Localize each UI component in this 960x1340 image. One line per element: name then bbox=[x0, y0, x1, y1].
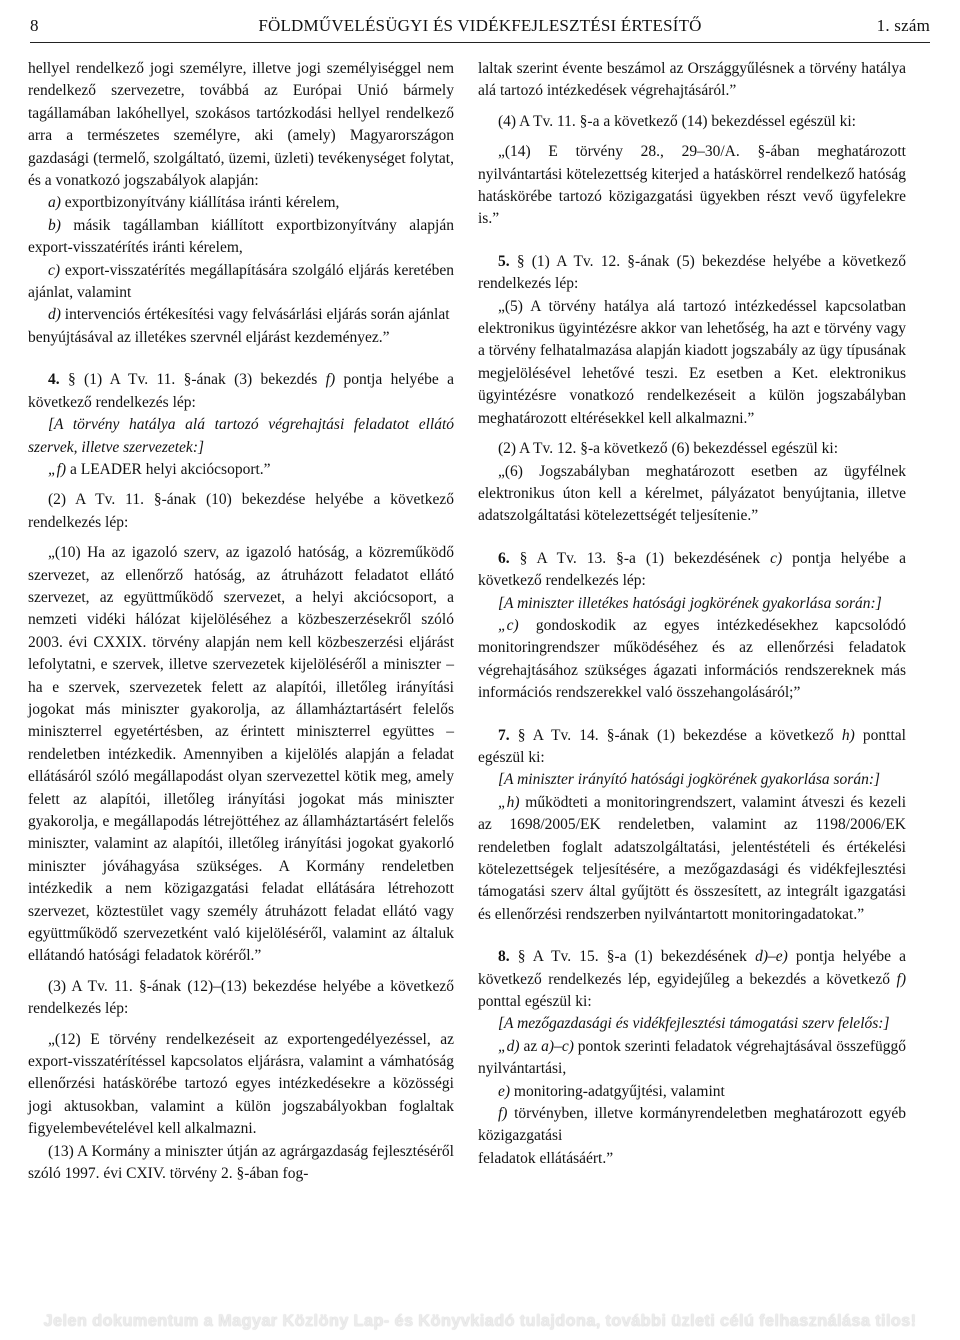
section-4-quote bbox=[28, 459, 454, 481]
section-8-bracket: [A mezőgazdasági és vidékfejlesztési támogatási szerv felelős:] bbox=[498, 1015, 890, 1033]
section-8-points-d-e: d)–e) bbox=[755, 948, 788, 966]
section-8-item-e-label: e) bbox=[498, 1082, 511, 1100]
section-4-2-intro: (2) A Tv. 11. §-ának (10) bekezdése helyébe a következő rendelkezés lép: bbox=[28, 491, 454, 531]
section-8-heading bbox=[478, 946, 906, 1013]
section-8-point-f: f) bbox=[896, 970, 906, 988]
right-column bbox=[478, 58, 906, 1170]
section-6-quote-label: „c) bbox=[498, 616, 519, 634]
section-6-bracket: [A miniszter illetékes hatósági jogkörének gyakorlása során:] bbox=[498, 594, 882, 612]
section-7-text-b: ponttal egészül ki: bbox=[478, 726, 906, 766]
section-4-quote-text: a LEADER helyi akciócsoport.” bbox=[66, 460, 271, 478]
section-4-number: 4. bbox=[48, 371, 60, 389]
section-5-number: 5. bbox=[498, 252, 510, 270]
section-8-item-d-ref: a)–c) bbox=[541, 1037, 574, 1055]
section-4-2-text: „(10) Ha az igazoló szerv, az igazoló hatóság, a közreműködő szervezet, az ellenőrző hatóság, az átruházott feladatot ellátó szervezet, az együttműködő szervezet, a helyi akciócsoport, a nemzeti vidéki hálózat kijelöléséhez a közbeszerzésekről szóló 2003. évi CXXIX. törvény alapján nem kell közbeszerzési eljárást lefolytatni, e szervek, illetve szervezetek kijelöléséről a miniszter – ha e szervek, szervezetek felett az alapítói, illetőleg irányítási jogokat más miniszter gyakorolja, az államháztartásért felelős miniszterrel egyetértésben, az érintett miniszterrel együttes – rendeletben intézkedik. Amennyiben a kijelölés alapján a feladat ellátásáról szóló megállapodást olyan szervezettel kötik meg, amely felett az alapítói, illetőleg irányítási jogokat más miniszter gyakorolja, e megállapodás létrejöttéhez az államháztartásért felelős miniszter, valamint az alapítói, illetőleg irányítási jogokat gyakorló miniszter jóváhagyása szükséges. A Kormány rendeletben intézkedik a nem közigazgatási feladat ellátására létrehozott szervezet, köztestület vagy személy átruházott feladat ellátó vagy együttműködő szervezetként való kijelöléséről, valamint az általuk ellátandó hatósági feladatok köréről.” bbox=[28, 544, 454, 965]
section-6-number: 6. bbox=[498, 549, 510, 567]
section-5-intro: § (1) A Tv. 12. §-ának (5) bekezdése helyébe a következő rendelkezés lép: bbox=[478, 252, 906, 293]
section-7-text-a: § A Tv. 14. §-ának (1) bekezdése a következő bbox=[509, 726, 842, 744]
item-b-label: b) bbox=[48, 216, 61, 234]
section-4-4-intro: (4) A Tv. 11. §-a a következő (14) bekezdéssel egészül ki: bbox=[498, 112, 856, 130]
section-7-bracket: [A miniszter irányító hatósági jogkörének gyakorlása során:] bbox=[498, 771, 881, 789]
section-4-3-intro: (3) A Tv. 11. §-ának (12)–(13) bekezdése helyébe a következő rendelkezés lép: bbox=[28, 977, 454, 1018]
section-8-text-b: pontja helyébe a következő rendelkezés lép, egyidejűleg a bekezdés a következő bbox=[478, 948, 906, 988]
section-7-quote bbox=[478, 792, 906, 926]
section-6-text-a: § A Tv. 13. §-a (1) bekezdésének bbox=[509, 549, 771, 567]
section-8-closing: feladatok ellátásáért.” bbox=[478, 1149, 614, 1167]
section-8-item-f bbox=[478, 1103, 906, 1148]
section-5-2-text: „(6) Jogszabályban meghatározott esetben az ügyfélnek elektronikus úton kell a kérelmet, pályázatot benyújtania, illetve adatszolgáltatási kötelezettségét teljesítenie.” bbox=[478, 462, 906, 525]
item-a-text: exportbizonyítvány kiállítása iránti kérelem, bbox=[60, 194, 340, 212]
section-8-item-f-label: f) bbox=[498, 1105, 508, 1123]
section-7-number: 7. bbox=[498, 726, 510, 744]
section-4-bracket: [A törvény hatálya alá tartozó végrehajtási feladatot ellátó szervek, illetve szervezetek:] bbox=[28, 416, 454, 456]
intro-paragraph: hellyel rendelkező jogi személyre, illetve jogi személyiséggel nem rendelkező szervezetre, továbbá az Európai Unió bármely tagállamában lakóhellyel, szokásos tartózkodási hellyel rendelkező arra a természetes személyre, aki (amely) Magyarországon gazdasági (termelő, szolgáltató, üzemi, üzleti) tevékenységet folytat, és a vonatkozó jogszabályok alapján: bbox=[28, 60, 454, 190]
item-d-label: d) bbox=[48, 306, 61, 324]
list-item-d bbox=[28, 304, 454, 326]
left-column bbox=[28, 58, 454, 1186]
page-number: 8 bbox=[30, 16, 39, 35]
section-8-text-c: ponttal egészül ki: bbox=[478, 993, 592, 1011]
section-7-heading bbox=[478, 725, 906, 770]
section-4-point-f: f) bbox=[325, 371, 336, 389]
section-4-text-a: § (1) A Tv. 11. §-ának (3) bekezdés bbox=[59, 371, 326, 389]
section-8-item-d-text: pontok szerinti feladatok végrehajtásával összefüggő nyilvántartási, bbox=[478, 1037, 906, 1078]
item-a-label: a) bbox=[48, 194, 61, 212]
section-4-quote-label: „f) bbox=[48, 460, 67, 478]
section-8-item-d-mid: az bbox=[519, 1037, 542, 1055]
list-item-c bbox=[28, 260, 454, 305]
section-7-point-h: h) bbox=[841, 726, 855, 744]
section-5-2-intro: (2) A Tv. 12. §-a következő (6) bekezdéssel egészül ki: bbox=[498, 440, 839, 458]
publication-title: FÖLDMŰVELÉSÜGYI ÉS VIDÉKFEJLESZTÉSI ÉRTESÍTŐ bbox=[258, 16, 702, 35]
section-8-item-e bbox=[478, 1081, 906, 1103]
section-5-heading bbox=[478, 251, 906, 296]
section-4-text-b: pontja helyébe a következő rendelkezés lép: bbox=[28, 371, 454, 411]
section-4-3-13: (13) A Kormány a miniszter útján az agrárgazdaság fejlesztéséről szóló 1997. évi CXIV. törvény 2. §-ában fog- bbox=[28, 1142, 454, 1183]
section-6-point-c: c) bbox=[770, 549, 783, 567]
section-6-text-b: pontja helyébe a következő rendelkezés lép: bbox=[478, 549, 906, 590]
list-item-a bbox=[28, 192, 454, 214]
section-8-item-d-label: „d) bbox=[498, 1037, 520, 1055]
list-item-b bbox=[28, 215, 454, 260]
section-6-heading bbox=[478, 548, 906, 593]
section-4-heading bbox=[28, 369, 454, 414]
item-b-text: másik tagállamban kiállított exportbizonyítvány alapján export-visszatérítés iránti kérelem, bbox=[28, 216, 454, 257]
closing-line: benyújtásával az illetékes szervnél eljárást kezdeményez.” bbox=[28, 328, 390, 346]
section-7-quote-text: működteti a monitoringrendszert, valamint átveszi és kezeli az 1698/2005/EK rendeletben, valamint az 1198/2006/EK rendeletben foglalt adatszolgáltatási, jelentéstételi és értékelési kötelezettségek teljesítésére, a mezőgazdasági és vidékfejlesztési támogatási szerv által gyűjtött és összesített, az integrált igazgatási és ellenőrzési rendszerben nyilvántartott monitoringadatokat.” bbox=[478, 793, 906, 923]
item-c-text: export-visszatérítés megállapítására szolgáló eljárás keretében ajánlat, valamint bbox=[28, 261, 454, 302]
continued-text: laltak szerint évente beszámol az Országgyűlésnek a törvény hatálya alá tartozó intézkedések végrehajtásáról.” bbox=[478, 60, 906, 100]
section-4-4-text: „(14) E törvény 28., 29–30/A. §-ában meghatározott nyilvántartási kötelezettség kiterjed a hatáskörrel rendelkező hatóság hatáskörébe tartozó közigazgatási ügyekben részt vevő ügyfelekre is.” bbox=[478, 143, 906, 228]
section-6-quote-text: gondoskodik az egyes intézkedésekhez kapcsolódó monitoringrendszer működéséhez és az ellenőrzési feladatok végrehajtásához szükséges ágazati információs rendszereknek más információs rendszerekkel való összehangolásáról;” bbox=[478, 616, 906, 702]
item-d-text: intervenciós értékesítési vagy felvásárlási eljárás során ajánlat bbox=[60, 306, 450, 324]
section-4-3-text: „(12) E törvény rendelkezéseit az exportengedélyezéssel, az export-visszatérítéssel kapcsolatos eljárásra, valamint a vámhatóság ellenőrzési hatáskörébe tartozó egyes intézkedésekre a közösségi jogi aktusokban, valamint a külön jogszabályokban foglaltak figyelembevételével kell alkalmazni. bbox=[28, 1030, 454, 1138]
section-5-text: „(5) A törvény hatálya alá tartozó intézkedéssel kapcsolatban elektronikus ügyintézésre akkor van lehetőség, ha azt e törvény vagy a törvény felhatalmazása alapján kiadott jogszabály az ügy típusának megjelölésével lehetővé teszi. Ez esetben a Ket. elektronikus ügyintézésre vonatkozó rendelkezéseit a külön jogszabályban meghatározott eltérésekkel kell alkalmazni.” bbox=[478, 297, 906, 427]
section-8-item-f-text: törvényben, illetve kormányrendeletben meghatározott egyéb közigazgatási bbox=[478, 1105, 906, 1145]
section-8-text-a: § A Tv. 15. §-a (1) bekezdésének bbox=[509, 948, 756, 966]
item-c-label: c) bbox=[48, 261, 61, 279]
section-7-quote-label: „h) bbox=[498, 793, 520, 811]
page-header bbox=[30, 8, 930, 43]
issue-number: 1. szám bbox=[876, 16, 930, 35]
copyright-notice: Jelen dokumentum a Magyar Közlöny Lap- és Könyvkiadó tulajdona, további üzleti célú felhasználása tilos! bbox=[43, 1312, 917, 1330]
section-6-quote bbox=[478, 615, 906, 705]
section-8-item-e-text: monitoring-adatgyűjtési, valamint bbox=[510, 1082, 725, 1100]
section-8-item-d bbox=[478, 1036, 906, 1081]
section-8-number: 8. bbox=[498, 948, 510, 966]
